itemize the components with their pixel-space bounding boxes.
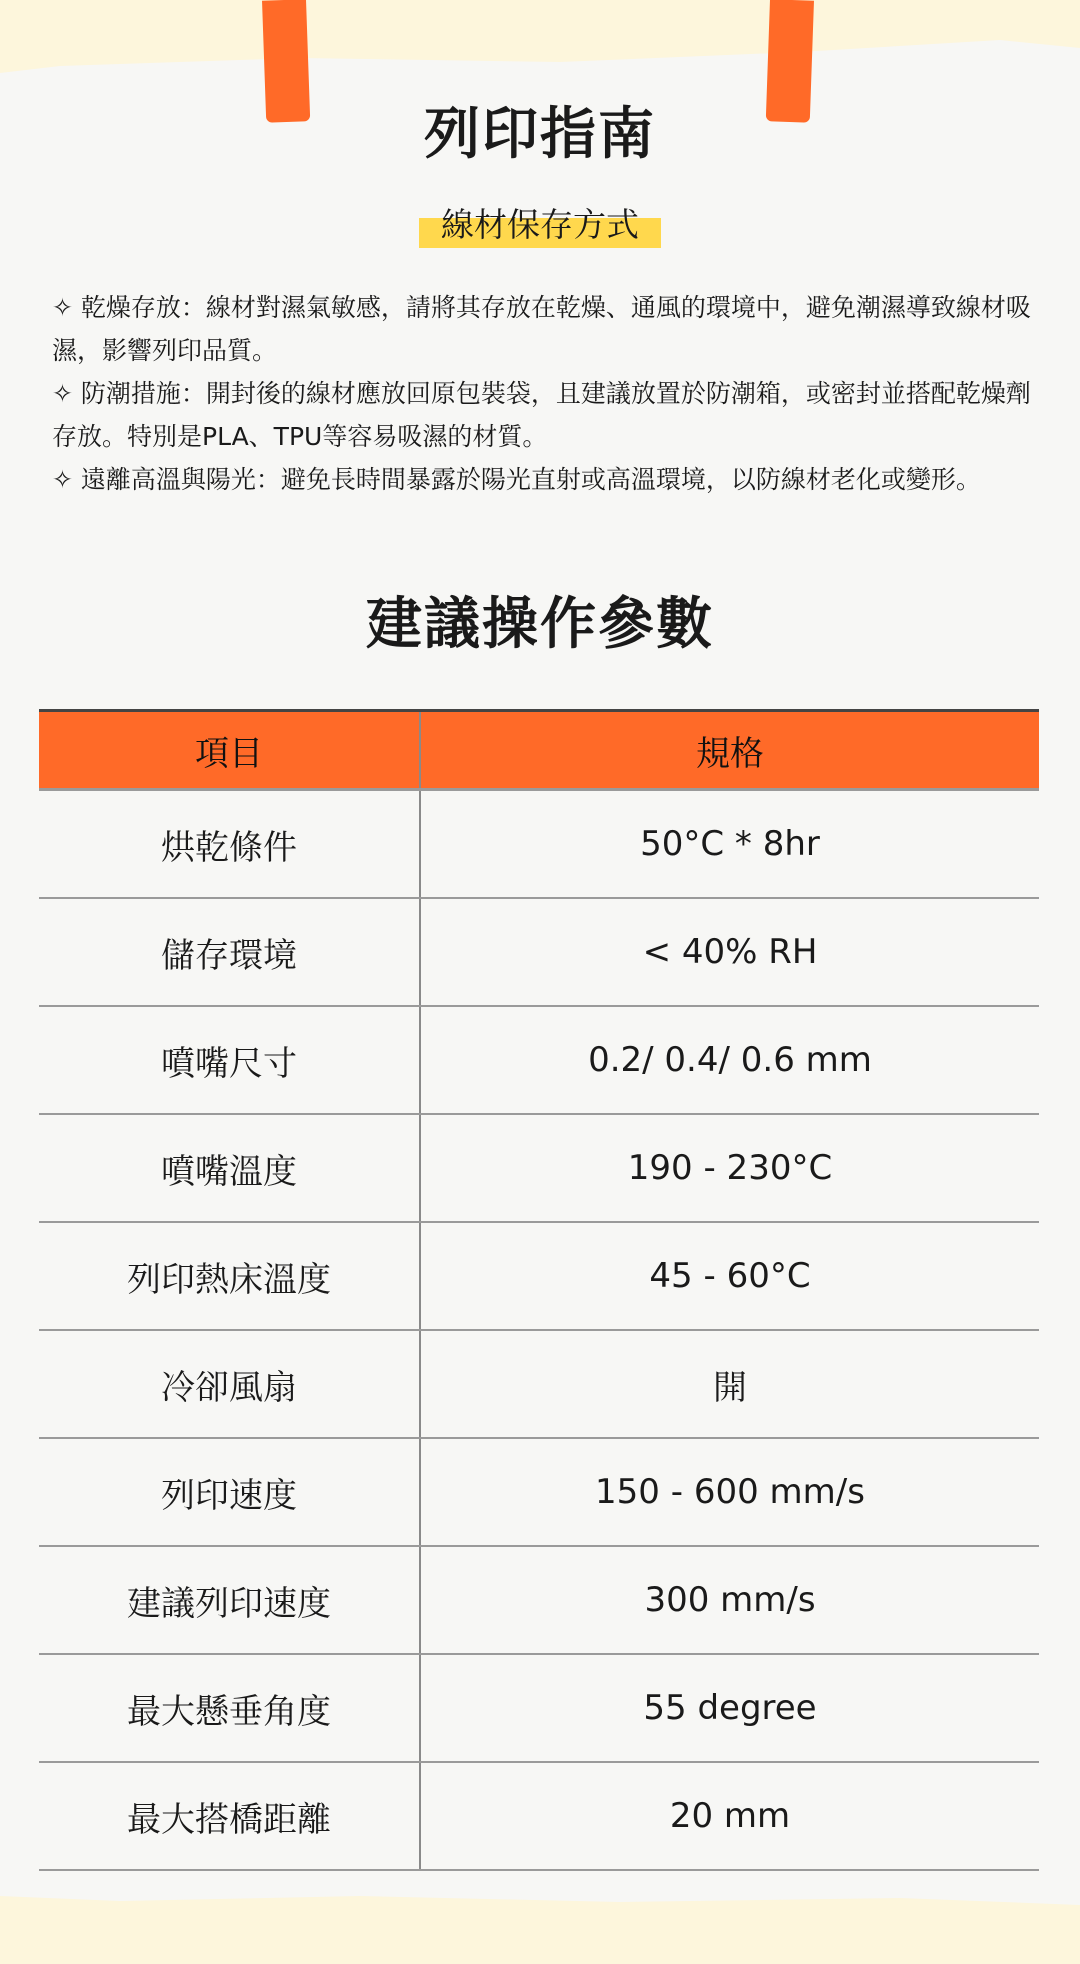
table-row [39, 1006, 1039, 1114]
row-value: 50°C * 8hr [420, 790, 1039, 899]
header-spec: 規格 [420, 711, 1039, 790]
table-row [39, 1762, 1039, 1870]
row-label: 最大搭橋距離 [39, 1762, 420, 1870]
tip-heat-sunlight: ✧ 遠離高溫與陽光：避免長時間暴露於陽光直射或高溫環境，以防線材老化或變形。 [52, 465, 981, 494]
row-label: 列印速度 [39, 1438, 420, 1546]
table-header-row [39, 711, 1039, 790]
subtitle-text: 線材保存方式 [441, 205, 639, 244]
row-value: < 40% RH [420, 898, 1039, 1006]
table-row [39, 1114, 1039, 1222]
table-row [39, 790, 1039, 899]
tip-moisture-proof: ✧ 防潮措施：開封後的線材應放回原包裝袋，且建議放置於防潮箱，或密封並搭配乾燥劑存放。特別是PLA、TPU等容易吸濕的材質。 [52, 379, 1031, 451]
row-value: 開 [420, 1330, 1039, 1438]
table-row [39, 1330, 1039, 1438]
table-row [39, 1438, 1039, 1546]
page-title: 列印指南 [424, 102, 656, 167]
row-label: 冷卻風扇 [39, 1330, 420, 1438]
row-label: 烘乾條件 [39, 790, 420, 899]
storage-tips [52, 286, 1037, 501]
parameter-table [39, 709, 1039, 1871]
row-value: 0.2/ 0.4/ 0.6 mm [420, 1006, 1039, 1114]
table-row [39, 898, 1039, 1006]
table-row [39, 1222, 1039, 1330]
row-value: 20 mm [420, 1762, 1039, 1870]
subtitle [419, 198, 661, 252]
row-label: 噴嘴溫度 [39, 1114, 420, 1222]
row-value: 150 - 600 mm/s [420, 1438, 1039, 1546]
row-label: 噴嘴尺寸 [39, 1006, 420, 1114]
tip-dry-storage: ✧ 乾燥存放：線材對濕氣敏感，請將其存放在乾燥、通風的環境中，避免潮濕導致線材吸濕，影響列印品質。 [52, 293, 1031, 365]
row-value: 300 mm/s [420, 1546, 1039, 1654]
row-value: 190 - 230°C [420, 1114, 1039, 1222]
row-value: 45 - 60°C [420, 1222, 1039, 1330]
section-title: 建議操作參數 [366, 592, 714, 657]
row-label: 列印熱床溫度 [39, 1222, 420, 1330]
row-label: 儲存環境 [39, 898, 420, 1006]
table-row [39, 1654, 1039, 1762]
subtitle-container [0, 198, 1080, 252]
row-label: 建議列印速度 [39, 1546, 420, 1654]
row-label: 最大懸垂角度 [39, 1654, 420, 1762]
row-value: 55 degree [420, 1654, 1039, 1762]
table-row [39, 1546, 1039, 1654]
header-item: 項目 [39, 711, 420, 790]
